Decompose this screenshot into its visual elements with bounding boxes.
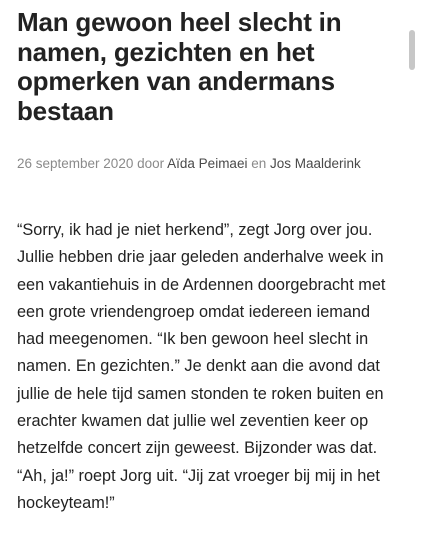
meta-and: en — [251, 156, 267, 171]
scrollbar-thumb[interactable] — [409, 30, 415, 70]
article-body: “Sorry, ik had je niet herkend”, zegt Jorg over jou. Jullie hebben drie jaar geleden anderhalve week in een vakantiehuis in de Ardennen doorgebracht met een grote vriendengroep omdat iedereen iemand had meegenomen. “Ik ben gewoon heel slecht in namen. En gezichten.” Je denkt aan die avond dat jullie de hele tijd samen stonden te roken buiten en erachter kwamen dat jullie wel zeventien keer op hetzelfde concert zijn geweest. Bijzonder was dat. “Ah, ja!” roept Jorg uit. “Jij zat vroeger bij mij in het hockeyteam!” — [17, 221, 386, 512]
author-link-2[interactable]: Jos Maalderink — [270, 156, 361, 171]
author-link-1[interactable]: Aïda Peimaei — [167, 156, 248, 171]
article — [17, 8, 397, 534]
meta-by: door — [137, 156, 165, 171]
article-title: Man gewoon heel slecht in namen, gezichten en het opmerken van andermans bestaan — [17, 7, 342, 126]
article-meta — [17, 155, 397, 173]
article-date: 26 september 2020 — [17, 156, 134, 171]
